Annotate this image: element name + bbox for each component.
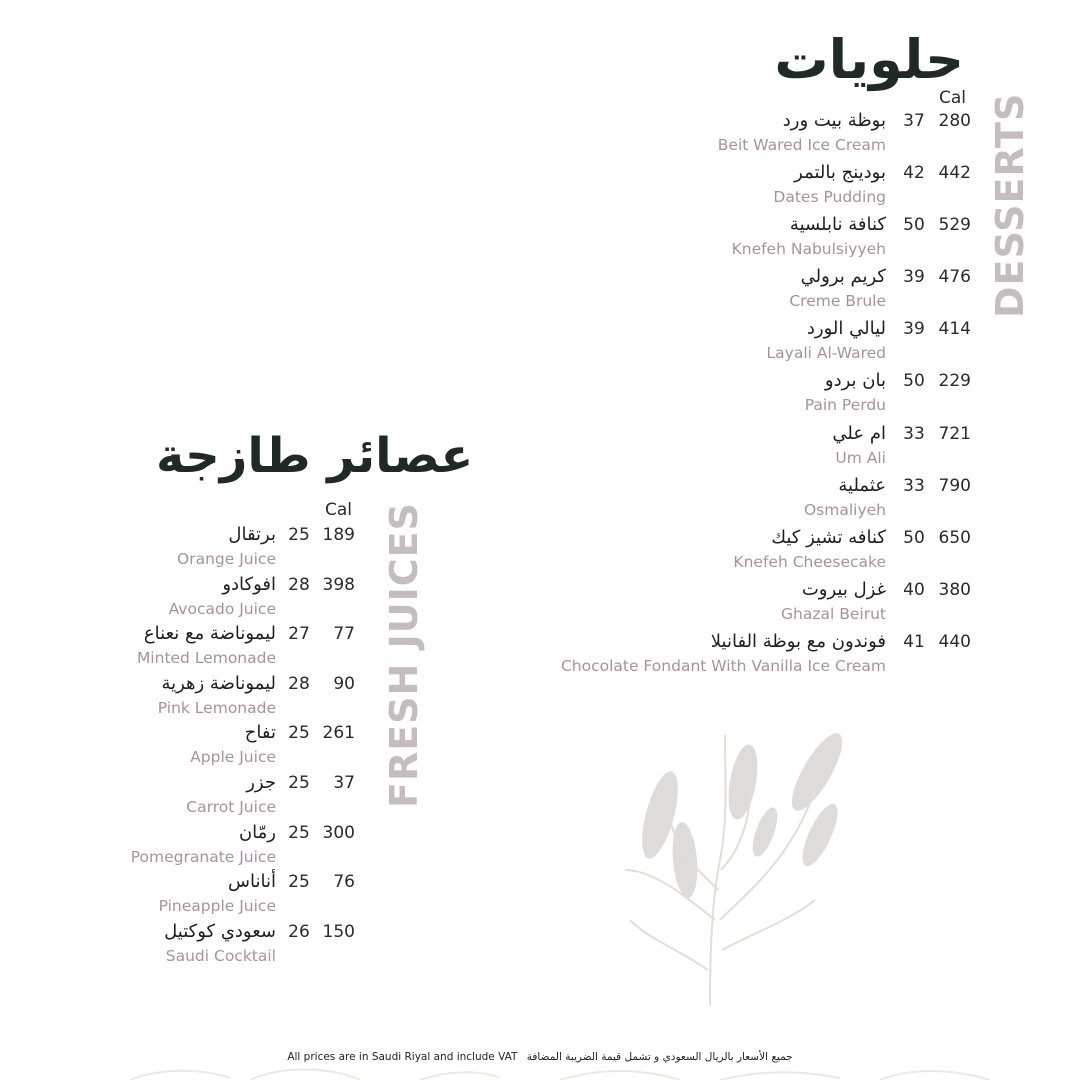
item-english-name: Avocado Juice xyxy=(168,600,276,618)
item-english-name: Ghazal Beirut xyxy=(781,605,886,623)
item-english-name: Pain Perdu xyxy=(804,396,886,414)
item-arabic-name: فوندون مع بوظة الفانيلا xyxy=(710,631,886,652)
item-price: 25 xyxy=(288,823,310,843)
item-price: 42 xyxy=(903,163,925,183)
item-calories: 529 xyxy=(938,215,971,235)
item-price: 39 xyxy=(903,267,925,287)
item-calories: 790 xyxy=(938,476,971,496)
item-english-name: Um Ali xyxy=(835,449,886,467)
leaf xyxy=(796,800,845,871)
item-price: 39 xyxy=(903,319,925,339)
item-english-name: Knefeh Cheesecake xyxy=(733,553,886,571)
item-calories: 37 xyxy=(333,773,355,793)
desserts-cal-header: Cal xyxy=(939,88,967,108)
item-calories: 476 xyxy=(938,267,971,287)
leaf xyxy=(783,727,850,817)
item-english-name: Saudi Cocktail xyxy=(165,947,276,965)
item-calories: 398 xyxy=(322,575,355,595)
desserts-section xyxy=(560,0,1032,700)
item-arabic-name: بودينج بالتمر xyxy=(794,162,886,183)
item-english-name: Minted Lemonade xyxy=(136,649,276,667)
item-arabic-name: كريم برولي xyxy=(800,266,886,287)
item-price: 41 xyxy=(903,632,925,652)
price-note-arabic: جميع الأسعار بالريال السعودي و تشمل قيمة الضريبة المضافة xyxy=(526,1051,793,1063)
desserts-arabic-title: حلويات xyxy=(774,28,964,91)
item-english-name: Chocolate Fondant With Vanilla Ice Cream xyxy=(560,657,886,675)
item-calories: 650 xyxy=(938,528,971,548)
item-arabic-name: ليموناضة مع نعناع xyxy=(143,623,276,644)
item-english-name: Dates Pudding xyxy=(773,188,886,206)
item-arabic-name: جزر xyxy=(246,772,276,793)
item-arabic-name: ليالي الورد xyxy=(806,318,886,339)
item-calories: 229 xyxy=(938,371,971,391)
item-price: 25 xyxy=(288,525,310,545)
item-arabic-name: كنافه تشيز كيك xyxy=(771,527,886,548)
item-price: 33 xyxy=(903,424,925,444)
item-calories: 414 xyxy=(938,319,971,339)
item-price: 26 xyxy=(288,922,310,942)
item-price: 25 xyxy=(288,773,310,793)
item-calories: 440 xyxy=(938,632,971,652)
item-calories: 380 xyxy=(938,580,971,600)
item-english-name: Pomegranate Juice xyxy=(130,848,276,866)
item-english-name: Knefeh Nabulsiyyeh xyxy=(731,240,886,258)
item-price: 28 xyxy=(288,575,310,595)
fresh-juices-section xyxy=(110,0,474,980)
item-arabic-name: غزل بيروت xyxy=(801,579,886,600)
item-calories: 76 xyxy=(333,872,355,892)
item-english-name: Apple Juice xyxy=(190,748,276,766)
item-english-name: Beit Wared Ice Cream xyxy=(717,136,886,154)
item-calories: 150 xyxy=(322,922,355,942)
item-arabic-name: افوكادو xyxy=(222,574,276,595)
item-arabic-name: ليموناضة زهرية xyxy=(161,673,276,694)
item-price: 27 xyxy=(288,624,310,644)
item-calories: 77 xyxy=(333,624,355,644)
item-calories: 721 xyxy=(938,424,971,444)
item-arabic-name: بان بردو xyxy=(824,370,886,391)
item-price: 50 xyxy=(903,371,925,391)
item-english-name: Pineapple Juice xyxy=(158,897,276,915)
item-english-name: Osmaliyeh xyxy=(803,501,886,519)
item-calories: 442 xyxy=(938,163,971,183)
item-calories: 261 xyxy=(322,723,355,743)
item-calories: 280 xyxy=(938,111,971,131)
juices-cal-header: Cal xyxy=(325,500,353,520)
item-arabic-name: كنافة نابلسية xyxy=(789,214,886,235)
price-note-english: All prices are in Saudi Riyal and include VAT xyxy=(287,1051,518,1063)
juices-vertical-title: FRESH JUICES xyxy=(382,502,426,808)
item-arabic-name: بوظة بيت ورد xyxy=(782,110,886,131)
item-price: 50 xyxy=(903,528,925,548)
item-english-name: Carrot Juice xyxy=(186,798,276,816)
item-calories: 90 xyxy=(333,674,355,694)
item-calories: 300 xyxy=(322,823,355,843)
item-arabic-name: سعودي كوكتيل xyxy=(164,921,276,942)
item-arabic-name: أناناس xyxy=(228,871,276,892)
item-price: 25 xyxy=(288,723,310,743)
item-price: 50 xyxy=(903,215,925,235)
item-arabic-name: تفاح xyxy=(244,722,276,743)
item-english-name: Orange Juice xyxy=(177,550,276,568)
leaf xyxy=(724,742,763,821)
price-note xyxy=(0,1051,1080,1063)
desserts-vertical-title: DESSERTS xyxy=(988,92,1032,318)
item-arabic-name: عثملية xyxy=(838,475,886,496)
item-price: 33 xyxy=(903,476,925,496)
item-price: 28 xyxy=(288,674,310,694)
juices-arabic-title: عصائر طازجة xyxy=(156,428,474,484)
item-price: 40 xyxy=(903,580,925,600)
plant-illustration xyxy=(600,720,850,1010)
item-english-name: Layali Al-Wared xyxy=(766,344,886,362)
item-arabic-name: رمّان xyxy=(238,822,276,843)
item-arabic-name: ام علي xyxy=(832,423,886,444)
item-price: 25 xyxy=(288,872,310,892)
item-arabic-name: برتقال xyxy=(228,524,276,545)
item-english-name: Pink Lemonade xyxy=(157,699,276,717)
item-calories: 189 xyxy=(322,525,355,545)
item-price: 37 xyxy=(903,111,925,131)
item-english-name: Creme Brule xyxy=(789,292,886,310)
leaf xyxy=(748,804,783,859)
bottom-decoration xyxy=(0,1064,1080,1080)
